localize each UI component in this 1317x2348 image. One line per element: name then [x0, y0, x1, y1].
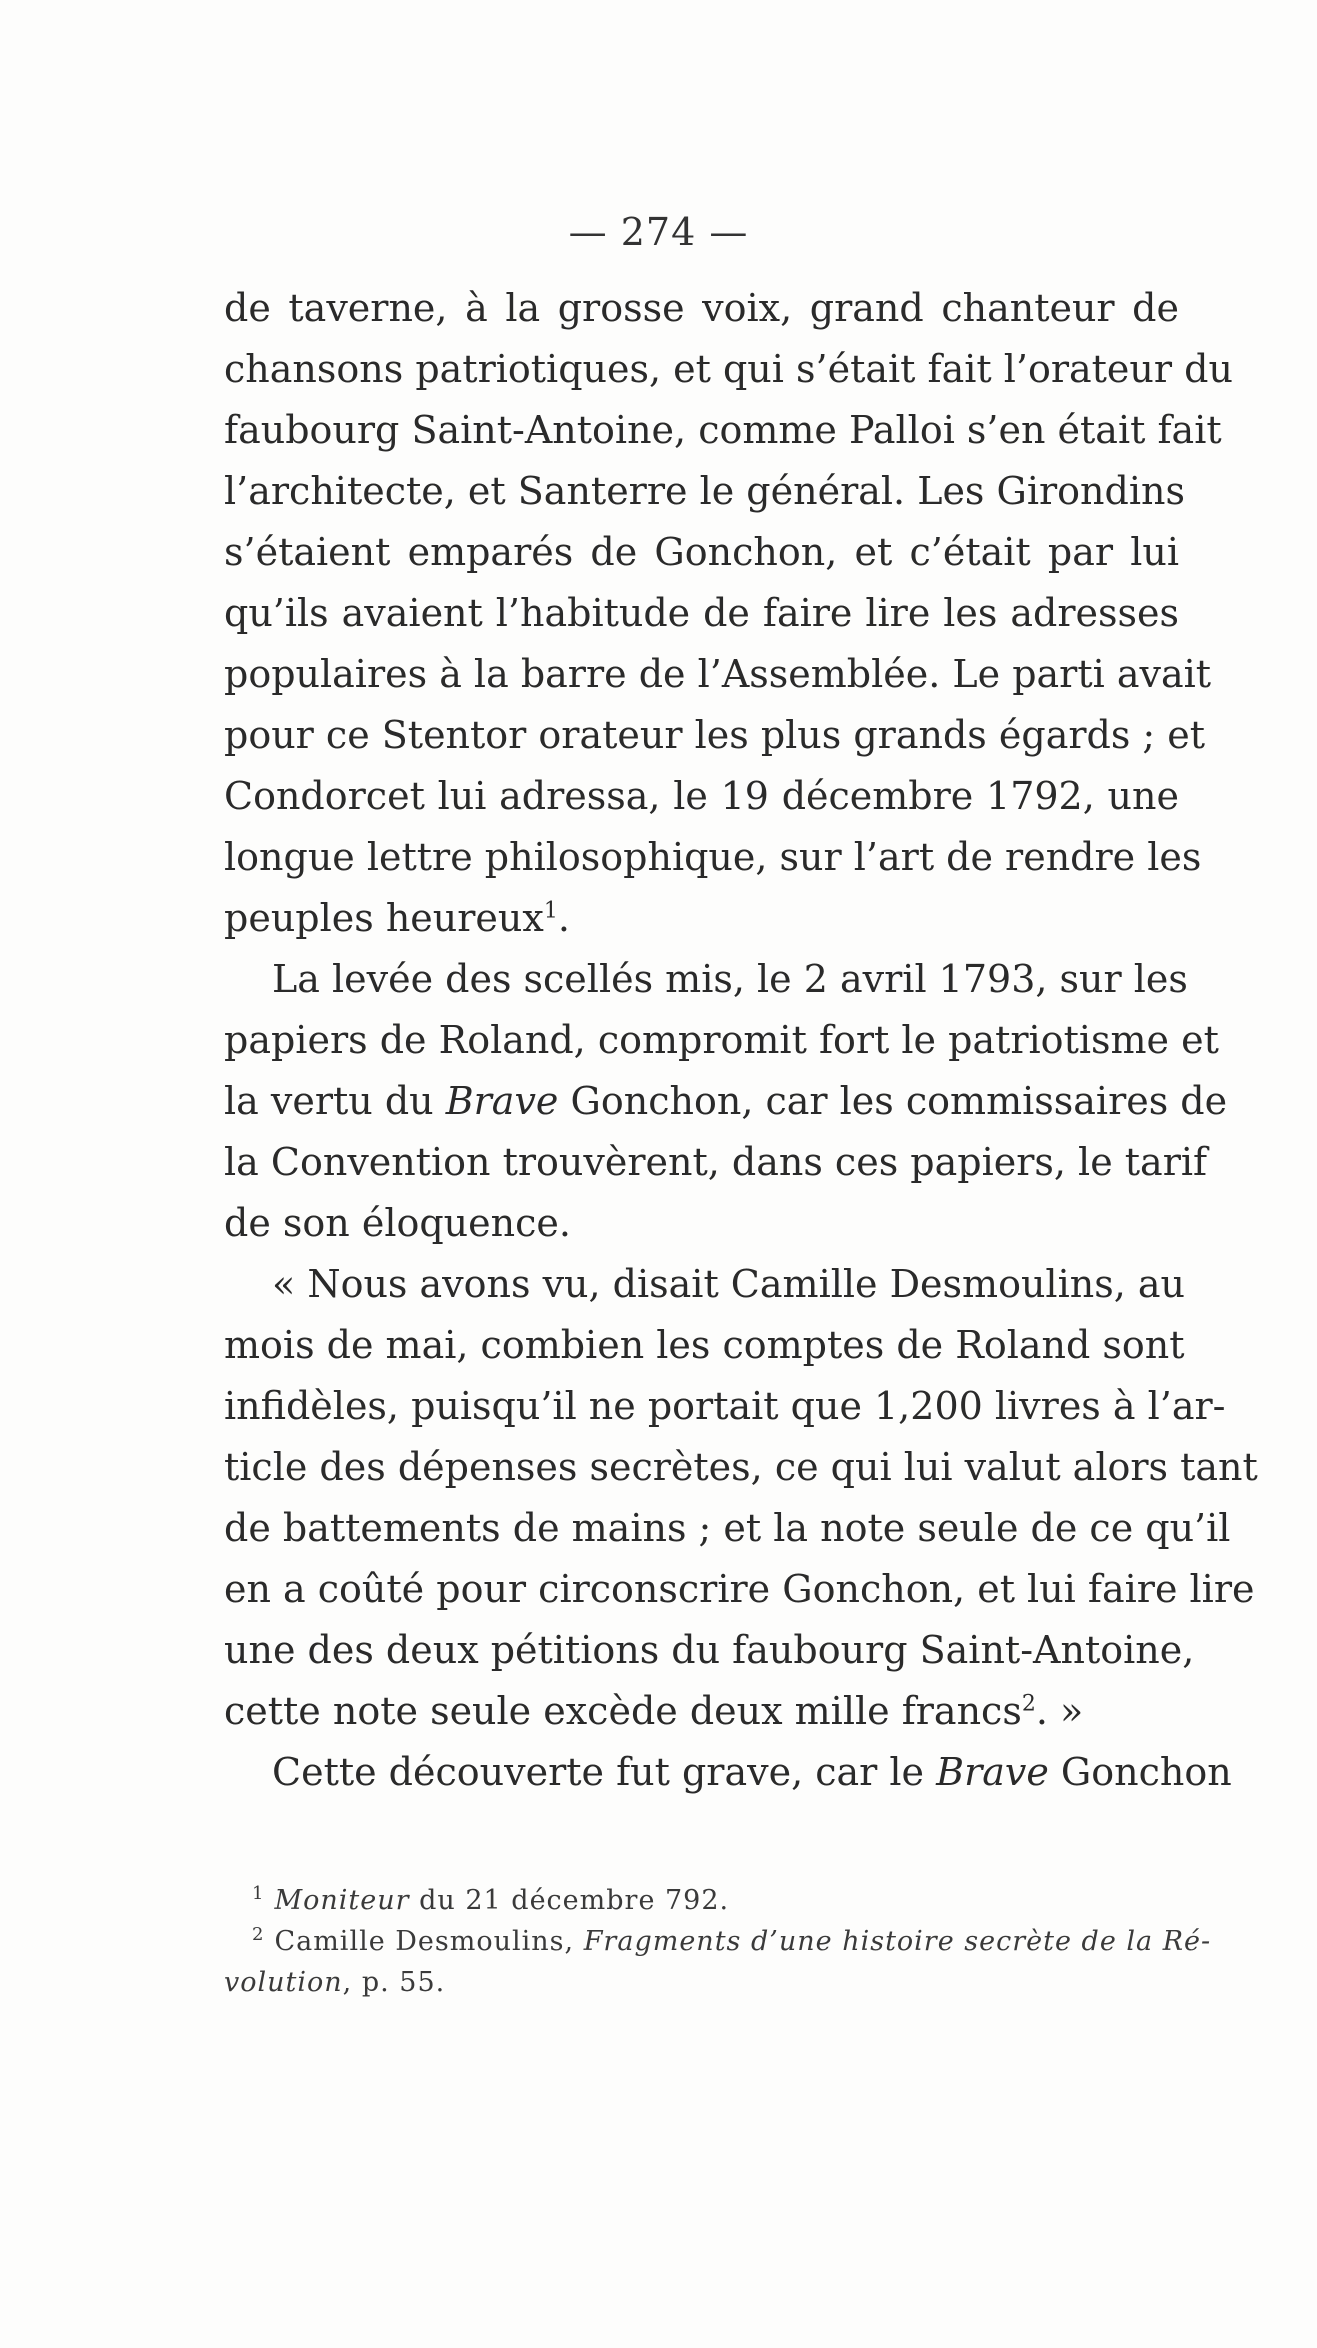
footnote-1 — [224, 1880, 1179, 1921]
text-run: du 21 décembre 792. — [409, 1885, 730, 1916]
text-run: Cette découverte fut grave, car le — [272, 1750, 937, 1794]
text-line: l’architecte, et Santerre le général. Les Girondins — [224, 469, 1185, 513]
italic-run: Moniteur — [274, 1885, 410, 1916]
text-run: Gonchon — [1048, 1750, 1232, 1794]
text-run: peuples heureux — [224, 896, 544, 940]
text-run: cette note seule excède deux mille francs — [224, 1689, 1022, 1733]
text-line: Condorcet lui adressa, le 19 décembre 1792, une — [224, 774, 1179, 818]
text-line: pour ce Stentor orateur les plus grands égards ; et — [224, 713, 1206, 757]
text-run: , p. 55. — [342, 1967, 446, 1998]
text-line — [224, 1742, 1232, 1803]
footnote-mark: 1 — [252, 1883, 265, 1904]
footnote-2-continued — [224, 1962, 1179, 2003]
footnote-mark: 2 — [252, 1924, 265, 1945]
text-line — [224, 1681, 1179, 1742]
text-line — [224, 888, 1179, 949]
footnote-2 — [224, 1921, 1212, 1962]
italic-run: Fragments d’une histoire secrète de la Ré- — [583, 1926, 1212, 1957]
text-line: qu’ils avaient l’habitude de faire lire les adresses — [224, 591, 1179, 635]
text-line: une des deux pétitions du faubourg Saint-Antoine, — [224, 1628, 1195, 1672]
text-line: de battements de mains ; et la note seule de ce qu’il — [224, 1506, 1231, 1550]
italic-run: Brave — [936, 1750, 1049, 1794]
page-number: — 274 — — [568, 210, 749, 254]
footnote-ref: 2 — [1021, 1691, 1036, 1717]
text-line: de taverne, à la grosse voix, grand chanteur de — [224, 286, 1179, 330]
body-text — [224, 278, 1258, 1803]
text-line: mois de mai, combien les comptes de Roland sont — [224, 1323, 1185, 1367]
text-line: « Nous avons vu, disait Camille Desmoulins, au — [272, 1262, 1186, 1306]
text-line: La levée des scellés mis, le 2 avril 1793, sur les — [272, 957, 1188, 1001]
text-line: de son éloquence. — [224, 1201, 571, 1245]
text-line — [224, 1071, 1228, 1132]
text-run: . » — [1035, 1689, 1084, 1733]
text-line: longue lettre philosophique, sur l’art de rendre les — [224, 835, 1202, 879]
text-line: chansons patriotiques, et qui s’était fait l’orateur du — [224, 347, 1233, 391]
text-line: faubourg Saint-Antoine, comme Palloi s’en était fait — [224, 408, 1222, 452]
footnotes — [224, 1880, 1212, 2003]
text-line: la Convention trouvèrent, dans ces papiers, le tarif — [224, 1140, 1208, 1184]
text-run: Camille Desmoulins, — [274, 1926, 584, 1957]
text-run: . — [557, 896, 570, 940]
text-run: la vertu du — [224, 1079, 446, 1123]
text-line: ticle des dépenses secrètes, ce qui lui valut alors tant — [224, 1445, 1258, 1489]
text-line: papiers de Roland, compromit fort le patriotisme et — [224, 1018, 1219, 1062]
text-line: s’étaient emparés de Gonchon, et c’était par lui — [224, 530, 1179, 574]
text-line: infidèles, puisqu’il ne portait que 1,200 livres à l’ar- — [224, 1384, 1226, 1428]
text-line: en a coûté pour circonscrire Gonchon, et lui faire lire — [224, 1567, 1255, 1611]
text-run: Gonchon, car les commissaires de — [558, 1079, 1228, 1123]
italic-run: volution — [224, 1967, 343, 1998]
italic-run: Brave — [445, 1079, 559, 1123]
footnote-ref: 1 — [543, 898, 558, 924]
text-line: populaires à la barre de l’Assemblée. Le parti avait — [224, 652, 1212, 696]
